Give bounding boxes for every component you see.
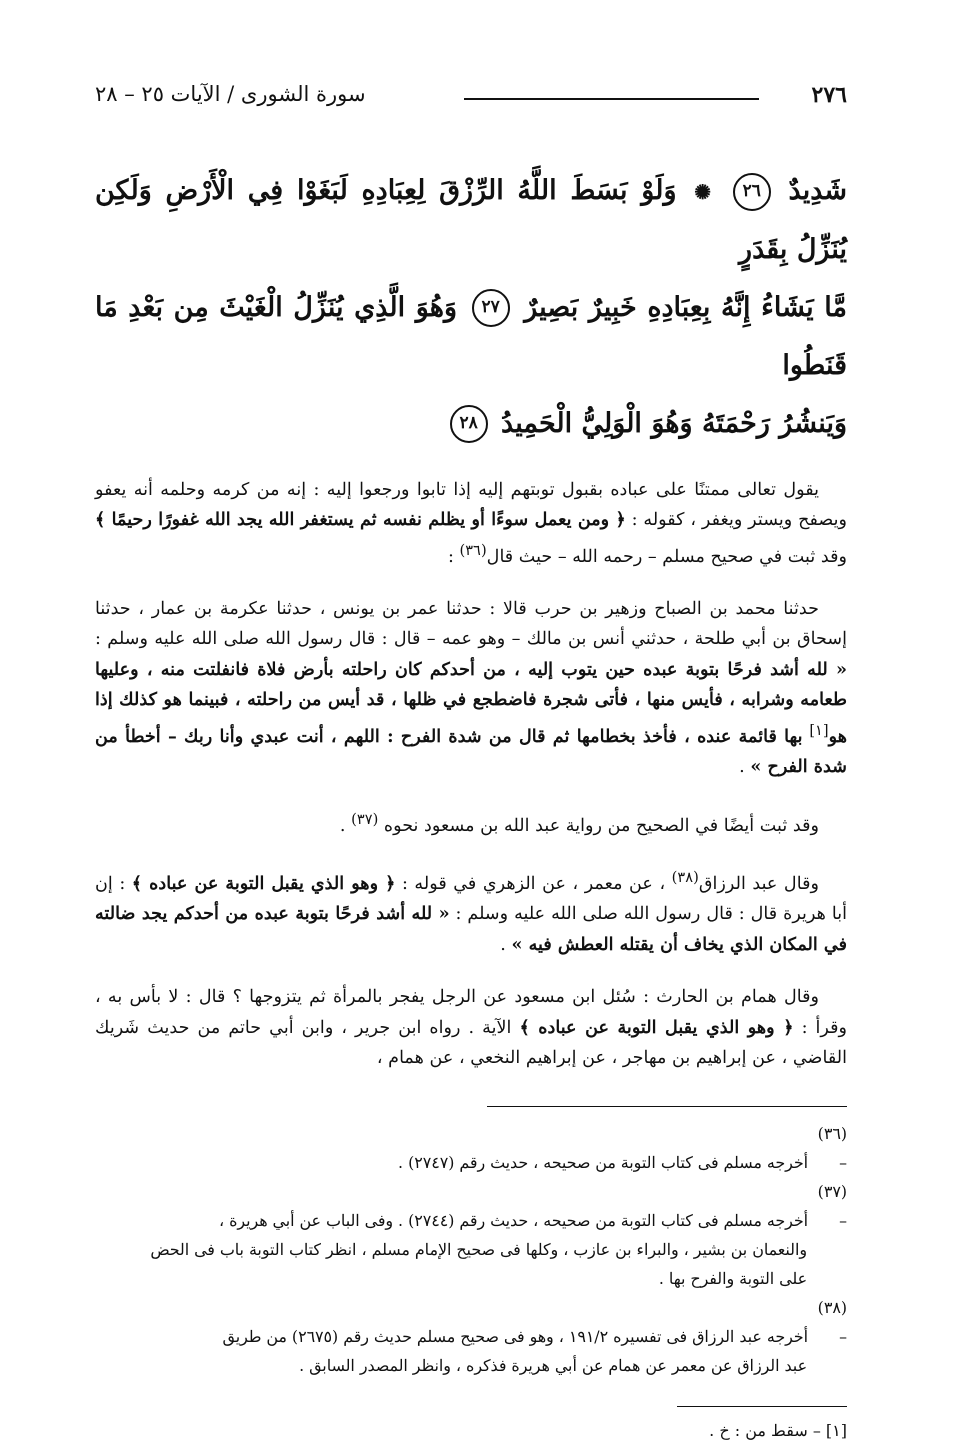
page-number: ٢٧٦ bbox=[811, 82, 847, 108]
quoted-verse: ﴿ وهو الذي يقبل التوبة عن عباده ﴾ bbox=[131, 872, 396, 894]
quran-text: وَيَنشُرُ رَحْمَتَهُ وَهُوَ الْوَلِيُّ الْحَمِيدُ bbox=[501, 407, 847, 439]
editor-note bbox=[95, 1421, 847, 1440]
quran-text: وَلَوْ بَسَطَ اللَّهُ الرِّزْقَ لِعِبَادِهِ لَبَغَوْا فِي الْأَرْضِ وَلَكِن يُنَزِّلُ بِقَدَرٍ bbox=[95, 175, 847, 265]
hizb-star-icon: ✺ bbox=[694, 179, 712, 204]
footnote-ref: (٣٦) bbox=[459, 541, 487, 559]
ayah-number-marker: ٢٧ bbox=[472, 289, 510, 327]
text: يقول تعالى ممتنًا على عباده بقبول توبتهم إليه إذا تابوا ورجعوا إليه : إنه من كرمه وحلمه أنه يعفو ويصفح ويستر ويغفر ، كقوله : bbox=[95, 479, 848, 530]
surah-title: سورة الشورى / الآيات ٢٥ – ٢٨ bbox=[95, 82, 366, 106]
footnote-37 bbox=[95, 1177, 847, 1235]
editor-note-ref: [١] bbox=[809, 721, 829, 739]
footnote-ref: (٣٧) bbox=[351, 810, 379, 828]
footnote-number: (٣٧) – bbox=[817, 1181, 847, 1230]
text: الآية . رواه ابن جرير ، وابن أبي حاتم من حديث شَريك القاضي ، عن إبراهيم بن مهاجر ، عن إبراهيم النخعي ، عن همام ، bbox=[95, 1017, 847, 1069]
editor-note-number: [١] – bbox=[812, 1420, 847, 1440]
footnote-ref: (٣٨) bbox=[671, 869, 699, 887]
footnote-text: أخرجه مسلم فى كتاب التوبة من صحيحه ، حديث رقم (٢٧٤٤) . وفى الباب عن أبي هريرة ، bbox=[218, 1210, 808, 1230]
text: : إن أبا هريرة قال : قال رسول الله صلى الله عليه وسلم : bbox=[95, 873, 847, 925]
footnote-divider bbox=[487, 1106, 847, 1107]
footnote-37-cont: على التوبة والفرح بها . bbox=[658, 1268, 807, 1288]
text: ، عن معمر ، عن الزهري في قوله : bbox=[401, 873, 666, 894]
text: حدثنا محمد بن الصباح وزهير بن حرب قالا : حدثنا عمر بن يونس ، حدثنا عكرمة بن عمار ، حدثنا إسحاق بن أبي طلحة ، حدثني أنس بن مالك – وهو عمه – قال : قال رسول الله صلى الله عليه وسلم : bbox=[95, 598, 847, 650]
footnote-text: أخرجه عبد الرزاق فى تفسيره ١٩١/٢ ، وهو فى صحيح مسلم حديث رقم (٢٦٧٥) من طريق bbox=[222, 1326, 808, 1346]
quran-line-3 bbox=[95, 395, 847, 453]
text: وقد ثبت في صحيح مسلم – رحمه الله – حيث قال bbox=[486, 546, 847, 567]
paragraph-2 bbox=[95, 594, 847, 783]
hadith-quote: « لله أشد فرحًا بتوبة عبده من أحدكم يجد ضالته في المكان الذي يخاف أن يقتله العطش فيه » bbox=[95, 903, 847, 955]
quoted-verse: ﴿ ومن يعمل سوءًا أو يظلم نفسه ثم يستغفر الله يجد الله غفورًا رحيمًا ﴾ bbox=[95, 509, 626, 530]
ayah-number-marker: ٢٨ bbox=[450, 405, 488, 443]
editor-note-divider bbox=[677, 1406, 847, 1407]
commentary-body bbox=[95, 475, 847, 1074]
page bbox=[95, 60, 847, 1440]
quran-text: مَّا يَشَاءُ إِنَّهُ بِعِبَادِهِ خَبِيرٌ بَصِيرٌ bbox=[524, 291, 847, 323]
editor-note-text: سقط من : خ . bbox=[709, 1420, 808, 1440]
text: . bbox=[500, 934, 506, 955]
quran-verses bbox=[95, 162, 847, 453]
hadith-quote: بها قائمة عنده ، فأخذ بخطامها ثم قال من شدة الفرح : اللهم ، أنت عبدي وأنا ربك – أخطأ من شدة الفرح » bbox=[95, 725, 847, 778]
footnote-37-cont: والنعمان بن بشير ، والبراء بن عازب ، وكلها فى صحيح الإمام مسلم ، انظر كتاب التوبة باب فى الحض bbox=[150, 1239, 807, 1259]
quran-line-1 bbox=[95, 162, 847, 279]
footnote-number: (٣٨) – bbox=[817, 1297, 847, 1346]
text: . bbox=[739, 757, 745, 778]
quoted-verse: ﴿ وهو الذي يقبل التوبة عن عباده ﴾ bbox=[519, 1016, 794, 1038]
footnote-38 bbox=[95, 1293, 847, 1351]
page-header bbox=[95, 60, 847, 108]
hadith-quote: « لله أشد فرحًا بتوبة عبده حين يتوب إليه ، من أحدكم كان راحلته بأرض فلاة فانفلتت منه ، وعليها طعامه وشرابه ، فأيس منها ، فأتى شجرة فاضطجع في ظلها ، قد أيس من راحلته ، فبينما هو كذلك إذا هو bbox=[95, 658, 847, 747]
paragraph-5 bbox=[95, 982, 847, 1074]
paragraph-3 bbox=[95, 805, 847, 841]
text: وقد ثبت أيضًا في الصحيح من رواية عبد الله بن مسعود نحوه bbox=[383, 815, 819, 836]
footnote-36 bbox=[95, 1119, 847, 1177]
text: : bbox=[447, 546, 454, 567]
paragraph-4 bbox=[95, 863, 847, 960]
text: وقال همام بن الحارث : سُئل ابن مسعود عن الرجل يفجر بالمرأة ثم يتزوجها ؟ قال : لا بأس به ، وقرأ : bbox=[95, 987, 848, 1038]
footnote-text: أخرجه مسلم فى كتاب التوبة من صحيحه ، حديث رقم (٢٧٤٧) . bbox=[398, 1152, 808, 1172]
footnote-number: (٣٦) – bbox=[817, 1123, 847, 1172]
footnotes bbox=[95, 1119, 847, 1380]
header-rule bbox=[464, 98, 759, 100]
text: وقال عبد الرزاق bbox=[698, 873, 819, 894]
quran-text: وَهُوَ الَّذِي يُنَزِّلُ الْغَيْثَ مِن بَعْدِ مَا قَنَطُوا bbox=[95, 291, 847, 381]
footnote-38-cont: عبد الرزاق عن معمر عن همام عن أبي هريرة فذكره ، وانظر المصدر السابق . bbox=[299, 1355, 807, 1375]
paragraph-1 bbox=[95, 475, 847, 572]
quran-text: شَدِيدٌ bbox=[788, 175, 848, 206]
text: . bbox=[339, 815, 346, 836]
ayah-number-marker: ٢٦ bbox=[733, 173, 771, 211]
quran-line-2 bbox=[95, 279, 847, 395]
